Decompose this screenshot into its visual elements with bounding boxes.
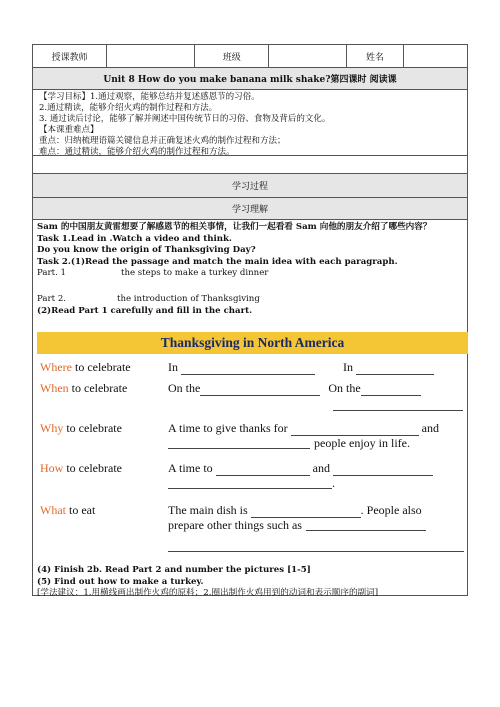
task1-question: Do you know the origin of Thanksgiving Day? — [37, 245, 256, 255]
part1-idea: the steps to make a turkey dinner — [121, 268, 269, 278]
class-value — [269, 45, 347, 67]
chart-row-where: Where to celebrate In In — [37, 360, 468, 375]
answer-blank[interactable] — [361, 383, 421, 396]
part2-idea: the introduction of Thanksgiving — [117, 294, 260, 304]
goal-line: 3. 通过读后讨论，能够了解并阐述中国传统节日的习俗、食物及背后的文化。 — [39, 114, 331, 124]
learning-goals — [32, 90, 468, 156]
goal-line: 【本课重难点】 — [39, 125, 99, 135]
part2-label: Part 2. — [37, 294, 67, 304]
intro-text: Sam 的中国朋友黄雷想要了解感恩节的相关事情，让我们一起看看 Sam 向他的朋友介绍了哪些内容？ — [37, 222, 432, 232]
answer-line[interactable] — [168, 537, 464, 552]
tasks-bottom — [37, 565, 378, 600]
part1-row — [37, 268, 463, 280]
header-row — [32, 44, 468, 68]
lesson-sheet — [32, 44, 468, 596]
answer-blank[interactable] — [200, 383, 320, 396]
goal-line: 重点：归纳梳理语篇关键信息并正确复述火鸡的制作过程和方法； — [39, 136, 286, 146]
thanksgiving-chart: Thanksgiving in North America Where to celebrate In In When to celebrate On the On the Why to celebrate A time to give thanks for and people enjoy in life. How to celebrate A time to and . What to eat The main dish is . People also prepare other things such as — [37, 332, 468, 566]
chart-title: Thanksgiving in North America — [37, 332, 468, 354]
answer-blank[interactable] — [181, 362, 315, 375]
where-word: Where — [40, 360, 72, 374]
name-value — [404, 45, 467, 67]
teacher-value — [107, 45, 195, 67]
process-heading: 学习过程 — [32, 174, 468, 198]
goal-line: 【学习目标】1.通过观察，能够总结并复述感恩节的习俗。 — [39, 92, 260, 102]
answer-blank[interactable] — [251, 505, 361, 518]
part1-label: Part. 1 — [37, 268, 67, 278]
goal-line: 难点：通过精读，能够介绍火鸡的制作过程和方法。 — [39, 147, 235, 157]
task2-2-text: (2)Read Part 1 carefully and fill in the chart. — [37, 306, 253, 316]
answer-blank[interactable] — [291, 423, 419, 436]
understanding-heading: 学习理解 — [32, 198, 468, 220]
part2-row — [37, 294, 463, 306]
teacher-label: 授课教师 — [33, 45, 107, 67]
goal-line: 2.通过精读，能够介绍火鸡的制作过程和方法。 — [39, 103, 218, 113]
name-label: 姓名 — [347, 45, 403, 67]
chart-row-why: Why to celebrate A time to give thanks for and — [40, 421, 439, 435]
answer-blank[interactable] — [168, 476, 332, 489]
study-suggestion: [学法建议：1.用横线画出制作火鸡的原料；2.圈出制作火鸡用到的动词和表示顺序的副词] — [37, 588, 379, 598]
answer-blank[interactable] — [333, 463, 433, 476]
chart-row-how: How to celebrate A time to and — [37, 461, 468, 476]
class-label: 班级 — [195, 45, 269, 67]
chart-row-what: What to eat The main dish is . People also — [40, 503, 422, 517]
chart-row-when: When to celebrate On the On the — [37, 381, 468, 396]
answer-line[interactable] — [333, 396, 463, 411]
task2-text: Task 2.(1)Read the passage and match the main idea with each paragraph. — [37, 256, 398, 267]
spacer-row — [32, 156, 468, 174]
unit-title: Unit 8 How do you make banana milk shake?第四课时 阅读课 — [32, 68, 468, 90]
task5-text: (5) Find out how to make a turkey. — [37, 576, 204, 587]
reading-content — [32, 220, 468, 596]
answer-blank[interactable] — [216, 463, 310, 476]
answer-blank[interactable] — [306, 518, 426, 531]
task1-text: Task 1.Lead in .Watch a video and think. — [37, 233, 232, 244]
answer-blank[interactable] — [168, 436, 310, 449]
task4-text: (4) Finish 2b. Read Part 2 and number the pictures [1-5] — [37, 565, 311, 575]
answer-blank[interactable] — [356, 362, 434, 375]
